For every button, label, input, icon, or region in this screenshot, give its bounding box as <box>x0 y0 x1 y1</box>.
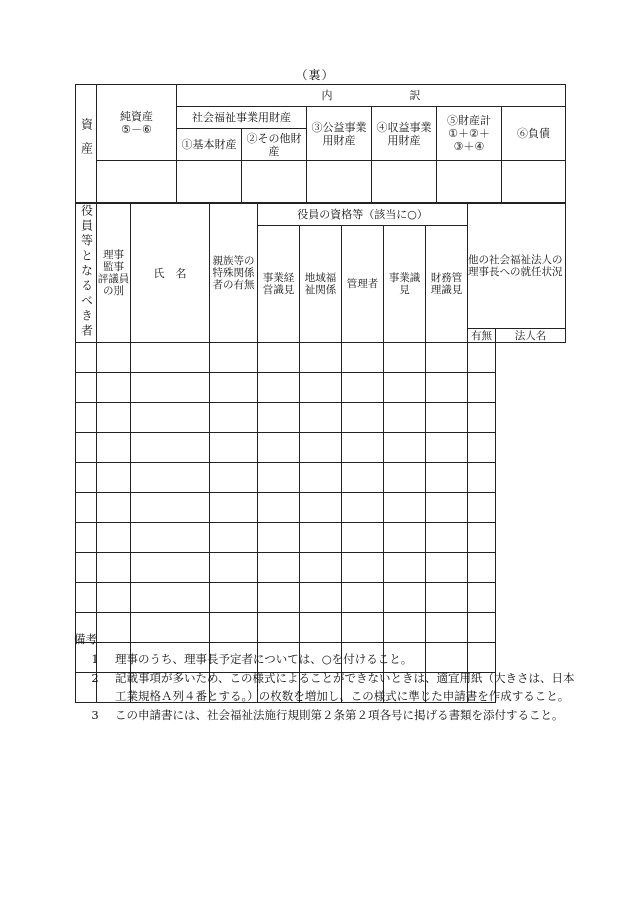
qual-community-cell[interactable] <box>258 373 300 403</box>
name-cell[interactable] <box>97 463 131 493</box>
relation-cell[interactable] <box>131 463 210 493</box>
asset-row-label-cell <box>76 85 97 203</box>
qual-expertise-cell[interactable] <box>342 523 384 553</box>
role-cell[interactable] <box>76 463 97 493</box>
qual-manager-cell[interactable] <box>300 373 342 403</box>
qual-community-cell[interactable] <box>258 493 300 523</box>
note-number: 1 <box>91 652 99 666</box>
qual-finance-cell[interactable] <box>384 433 426 463</box>
net-assets-value[interactable] <box>97 161 177 203</box>
qual-manager-cell[interactable] <box>300 343 342 373</box>
relation-cell[interactable] <box>131 583 210 613</box>
role-cell[interactable] <box>76 553 97 583</box>
name-cell[interactable] <box>97 343 131 373</box>
qual-business-cell[interactable] <box>210 403 258 433</box>
officer-row <box>76 493 566 523</box>
role-cell[interactable] <box>76 523 97 553</box>
name-cell[interactable] <box>97 433 131 463</box>
officer-row <box>76 343 566 373</box>
officer-row <box>76 433 566 463</box>
officer-row-label: 役員等となるべき者 <box>79 204 94 339</box>
note-item <box>75 706 575 724</box>
officer-row <box>76 373 566 403</box>
role-cell[interactable] <box>76 343 97 373</box>
qual-expertise-cell[interactable] <box>342 403 384 433</box>
qual-manager-cell[interactable] <box>300 493 342 523</box>
presence-cell[interactable] <box>426 433 468 463</box>
qual-business-cell[interactable] <box>210 523 258 553</box>
qual-finance-cell[interactable] <box>384 493 426 523</box>
basic-assets-header: ①基本財産 <box>177 129 242 161</box>
breakdown-header: 内 訳 <box>177 85 566 107</box>
corp-name-header: 法人名 <box>496 329 566 343</box>
qual-community-cell[interactable] <box>258 403 300 433</box>
presence-cell[interactable] <box>426 403 468 433</box>
corp-name-cell[interactable] <box>468 373 496 403</box>
qual-finance-cell[interactable] <box>384 403 426 433</box>
corp-name-cell[interactable] <box>468 343 496 373</box>
net-assets-header: 純資産 ⑤－⑥ <box>97 85 177 161</box>
qual-expertise-cell[interactable] <box>342 493 384 523</box>
other-chair-header: 他の社会福祉法人の理事長への就任状況 <box>468 204 566 329</box>
notes-heading: 備考 <box>74 632 97 646</box>
presence-cell[interactable] <box>426 463 468 493</box>
qual-business-cell[interactable] <box>210 343 258 373</box>
role-cell[interactable] <box>76 583 97 613</box>
name-cell[interactable] <box>97 493 131 523</box>
qual-business-cell[interactable] <box>210 583 258 613</box>
role-cell[interactable] <box>76 433 97 463</box>
qualification-expertise: 事業識見 <box>384 226 426 343</box>
note-text: 記載事項が多いため、この様式によることができないときは、適宜用紙（大きさは、日本工業規格Ａ列４番とする。）の枚数を増加し、この様式に準じた申請書を作成すること。 <box>115 671 575 703</box>
qual-manager-cell[interactable] <box>300 523 342 553</box>
qual-community-cell[interactable] <box>258 463 300 493</box>
qual-community-cell[interactable] <box>258 343 300 373</box>
note-text: この申請書には、社会福祉法施行規則第２条第２項各号に掲げる書類を添付すること。 <box>115 708 564 722</box>
qual-expertise-cell[interactable] <box>342 433 384 463</box>
basic-assets-value[interactable] <box>177 161 242 203</box>
officer-table <box>75 203 566 703</box>
corp-name-cell[interactable] <box>468 433 496 463</box>
qualification-header: 役員の資格等（該当に○） <box>258 204 468 226</box>
relation-cell[interactable] <box>131 433 210 463</box>
corp-name-cell[interactable] <box>468 553 496 583</box>
role-header: 理事 監事 評議員 の別 <box>97 204 131 343</box>
presence-cell[interactable] <box>426 583 468 613</box>
name-cell[interactable] <box>97 523 131 553</box>
relation-cell[interactable] <box>131 373 210 403</box>
qualification-finance: 財務管理識見 <box>426 226 468 343</box>
qualification-manager: 管理者 <box>342 226 384 343</box>
relation-header: 親族等の特殊関係者の有無 <box>210 204 258 343</box>
note-item <box>75 650 575 668</box>
liabilities-value[interactable] <box>502 161 566 203</box>
qual-expertise-cell[interactable] <box>342 463 384 493</box>
officer-row <box>76 523 566 553</box>
asset-row-label: 資産 <box>79 118 94 166</box>
note-item <box>75 669 575 705</box>
total-assets-header: ⑤財産計 ①＋②＋ ③＋④ <box>437 107 502 161</box>
role-cell[interactable] <box>76 373 97 403</box>
qual-finance-cell[interactable] <box>384 373 426 403</box>
qual-manager-cell[interactable] <box>300 403 342 433</box>
other-assets-value[interactable] <box>242 161 307 203</box>
note-number: 2 <box>91 671 99 685</box>
qual-finance-cell[interactable] <box>384 343 426 373</box>
qual-finance-cell[interactable] <box>384 523 426 553</box>
name-cell[interactable] <box>97 403 131 433</box>
qual-finance-cell[interactable] <box>384 553 426 583</box>
officer-row <box>76 463 566 493</box>
corp-name-cell[interactable] <box>468 403 496 433</box>
qual-finance-cell[interactable] <box>384 463 426 493</box>
profit-assets-value[interactable] <box>372 161 437 203</box>
name-cell[interactable] <box>97 373 131 403</box>
name-header: 氏 名 <box>131 204 210 343</box>
relation-cell[interactable] <box>131 343 210 373</box>
relation-cell[interactable] <box>131 553 210 583</box>
qualification-business: 事業経営識見 <box>258 226 300 343</box>
presence-cell[interactable] <box>426 553 468 583</box>
public-assets-value[interactable] <box>307 161 372 203</box>
note-number: 3 <box>91 708 99 722</box>
presence-cell[interactable] <box>426 523 468 553</box>
liabilities-header: ⑥負債 <box>502 107 566 161</box>
name-cell[interactable] <box>97 583 131 613</box>
qual-community-cell[interactable] <box>258 523 300 553</box>
corp-name-cell[interactable] <box>468 493 496 523</box>
presence-cell[interactable] <box>426 343 468 373</box>
qual-manager-cell[interactable] <box>300 553 342 583</box>
asset-table <box>75 84 566 203</box>
officer-row <box>76 403 566 433</box>
corp-name-cell[interactable] <box>468 523 496 553</box>
corp-name-cell[interactable] <box>468 463 496 493</box>
qual-manager-cell[interactable] <box>300 583 342 613</box>
qual-manager-cell[interactable] <box>300 433 342 463</box>
presence-cell[interactable] <box>426 493 468 523</box>
qual-community-cell[interactable] <box>258 433 300 463</box>
presence-cell[interactable] <box>426 373 468 403</box>
qual-community-cell[interactable] <box>258 553 300 583</box>
qual-manager-cell[interactable] <box>300 463 342 493</box>
role-cell[interactable] <box>76 403 97 433</box>
corp-name-cell[interactable] <box>468 583 496 613</box>
qual-business-cell[interactable] <box>210 463 258 493</box>
name-cell[interactable] <box>97 553 131 583</box>
page-title: （裏） <box>295 68 335 82</box>
qual-expertise-cell[interactable] <box>342 373 384 403</box>
officer-row <box>76 583 566 613</box>
relation-cell[interactable] <box>131 523 210 553</box>
qual-expertise-cell[interactable] <box>342 343 384 373</box>
qual-expertise-cell[interactable] <box>342 583 384 613</box>
total-assets-value[interactable] <box>437 161 502 203</box>
qual-business-cell[interactable] <box>210 433 258 463</box>
officer-row-label-cell <box>76 204 97 343</box>
welfare-assets-header: 社会福祉事業用財産 <box>177 107 307 129</box>
other-assets-header: ②その他財産 <box>242 129 307 161</box>
note-text: 理事のうち、理事長予定者については、○を付けること。 <box>115 652 413 666</box>
qual-business-cell[interactable] <box>210 373 258 403</box>
profit-assets-header: ④収益事業用財産 <box>372 107 437 161</box>
qual-expertise-cell[interactable] <box>342 553 384 583</box>
qual-business-cell[interactable] <box>210 553 258 583</box>
public-assets-header: ③公益事業用財産 <box>307 107 372 161</box>
qual-business-cell[interactable] <box>210 493 258 523</box>
role-cell[interactable] <box>76 493 97 523</box>
notes-section <box>75 630 575 725</box>
relation-cell[interactable] <box>131 403 210 433</box>
relation-cell[interactable] <box>131 493 210 523</box>
officer-row <box>76 553 566 583</box>
qualification-community: 地域福祉関係 <box>300 226 342 343</box>
qual-community-cell[interactable] <box>258 583 300 613</box>
qual-finance-cell[interactable] <box>384 583 426 613</box>
presence-header: 有無 <box>468 329 496 343</box>
